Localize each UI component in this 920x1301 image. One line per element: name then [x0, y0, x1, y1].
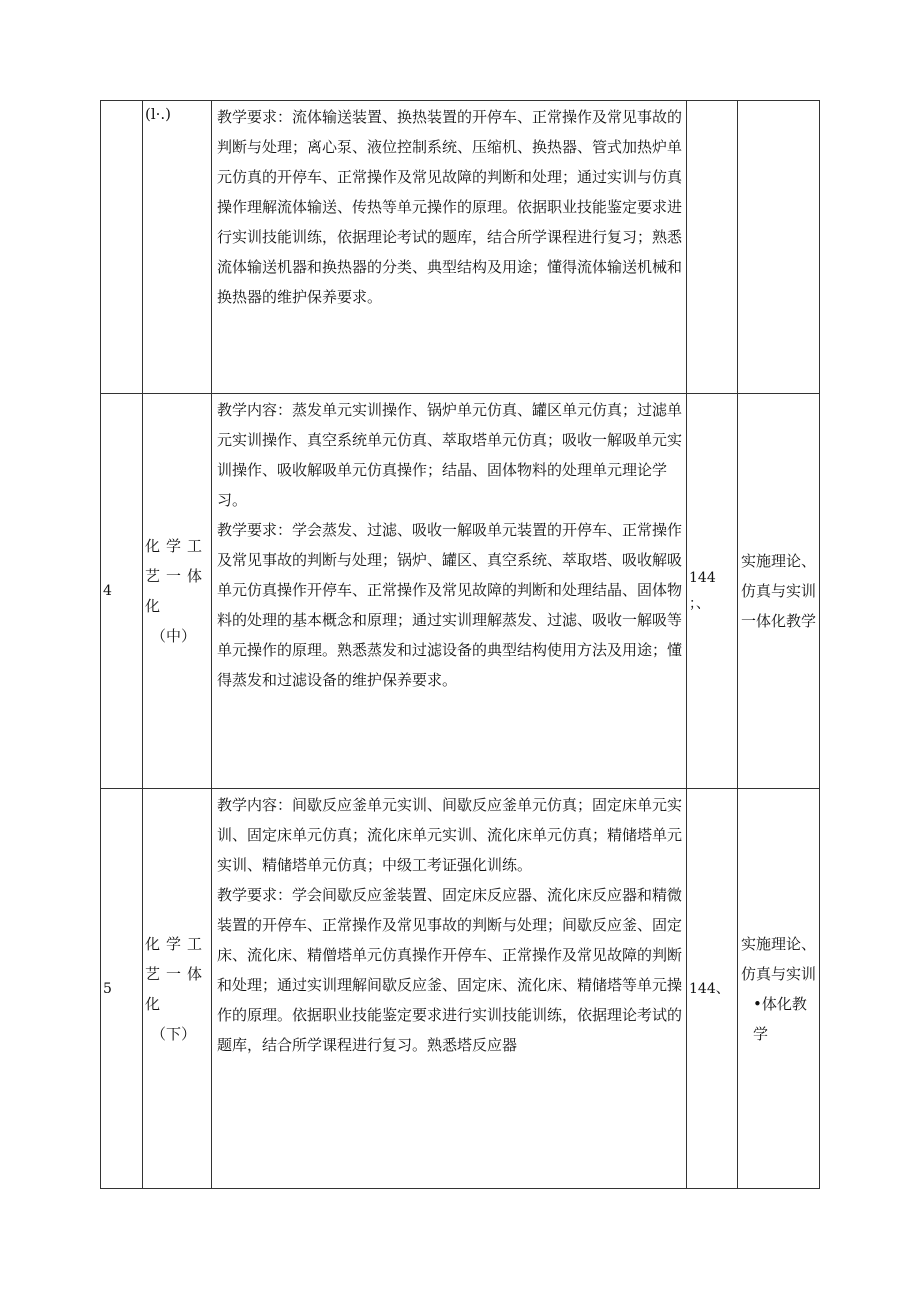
course-name-cell: [143, 101, 212, 394]
course-name-line: 艺一体: [145, 567, 209, 585]
course-name-line: 化: [145, 994, 167, 1013]
course-name-line: 化学工: [145, 537, 209, 555]
course-name-line: 艺一体: [145, 964, 209, 983]
row-number-cell: 4: [101, 394, 143, 789]
course-name-line: （下）: [151, 1024, 197, 1043]
method-line: 实施理论、: [741, 552, 817, 570]
course-name-line: 化: [145, 597, 167, 615]
course-content-cell: [212, 101, 687, 394]
course-content-cell: [212, 789, 687, 1189]
method-cell: [738, 789, 820, 1189]
hours-line: 144、: [689, 980, 730, 997]
table-row: [101, 394, 820, 789]
method-line: 实施理论、: [741, 934, 817, 953]
content-paragraph: 教学要求：学会间歇反应釜装置、固定床反应器、流化床反应器和精微装置的开停车、正常操作及常见事故的判断与处理；间歇反应釜、固定床、流化床、精僧塔单元仿真操作开停车、正常操作及常见故障的判断和处理；通过实训理解间歇反应釜、固定床、流化床、精储塔等单元操作的原理。依据职业技能鉴定要求进行实训技能训练，依据理论考试的题库，结合所学课程进行复习。熟悉塔反应器: [217, 886, 683, 1054]
course-content-cell: [212, 394, 687, 789]
table-row: [101, 789, 820, 1189]
table-row: [101, 101, 820, 394]
hours-cell: [687, 789, 738, 1189]
content-paragraph: 教学要求：学会蒸发、过滤、吸收一解吸单元装置的开停车、正常操作及常见事故的判断与处理；锅炉、罐区、真空系统、萃取塔、吸收解吸单元仿真操作开停车、正常操作及常见故障的判断和处理结晶、固体物料的处理的基本概念和原理；通过实训理解蒸发、过滤、吸收一解吸等单元操作的原理。熟悉蒸发和过滤设备的典型结构使用方法及用途；懂得蒸发和过滤设备的维护保养要求。: [217, 521, 683, 689]
hours-cell: [687, 101, 738, 394]
course-name-fragment: (l·.): [145, 105, 172, 123]
hours-line: ；、: [689, 596, 710, 612]
method-line: 一体化教学: [741, 612, 817, 630]
hours-line: 144: [689, 570, 716, 586]
method-line: •体化教学: [753, 994, 807, 1043]
course-name-cell: [143, 789, 212, 1189]
method-cell: [738, 101, 820, 394]
content-paragraph: 教学内容：间歇反应釜单元实训、间歇反应釜单元仿真；固定床单元实训、固定床单元仿真；流化床单元实训、流化床单元仿真；精储塔单元实训、精储塔单元仿真；中级工考证强化训练。: [217, 796, 683, 874]
course-name-line: 化学工: [145, 934, 209, 953]
hours-cell: [687, 394, 738, 789]
method-cell: [738, 394, 820, 789]
method-line: 仿真与实训: [741, 964, 817, 983]
method-line: 仿真与实训: [741, 582, 817, 600]
content-paragraph: 教学要求：流体输送装置、换热装置的开停车、正常操作及常见事故的判断与处理；离心泵、液位控制系统、压缩机、换热器、管式加热炉单元仿真的开停车、正常操作及常见故障的判断和处理；通过实训与仿真操作理解流体输送、传热等单元操作的原理。依据职业技能鉴定要求进行实训技能训练，依据理论考试的题库，结合所学课程进行复习；熟悉流体输送机器和换热器的分类、典型结构及用途；懂得流体输送机械和换热器的维护保养要求。: [217, 108, 683, 306]
course-name-line: （中）: [151, 627, 197, 645]
row-number-cell: [101, 101, 143, 394]
row-number-cell: 5: [101, 789, 143, 1189]
content-paragraph: 教学内容：蒸发单元实训操作、锅炉单元仿真、罐区单元仿真；过滤单元实训操作、真空系统单元仿真、萃取塔单元仿真；吸收一解吸单元实训操作、吸收解吸单元仿真操作；结晶、固体物料的处理单元理论学习。: [217, 401, 683, 509]
curriculum-table: [100, 100, 820, 1189]
course-name-cell: [143, 394, 212, 789]
